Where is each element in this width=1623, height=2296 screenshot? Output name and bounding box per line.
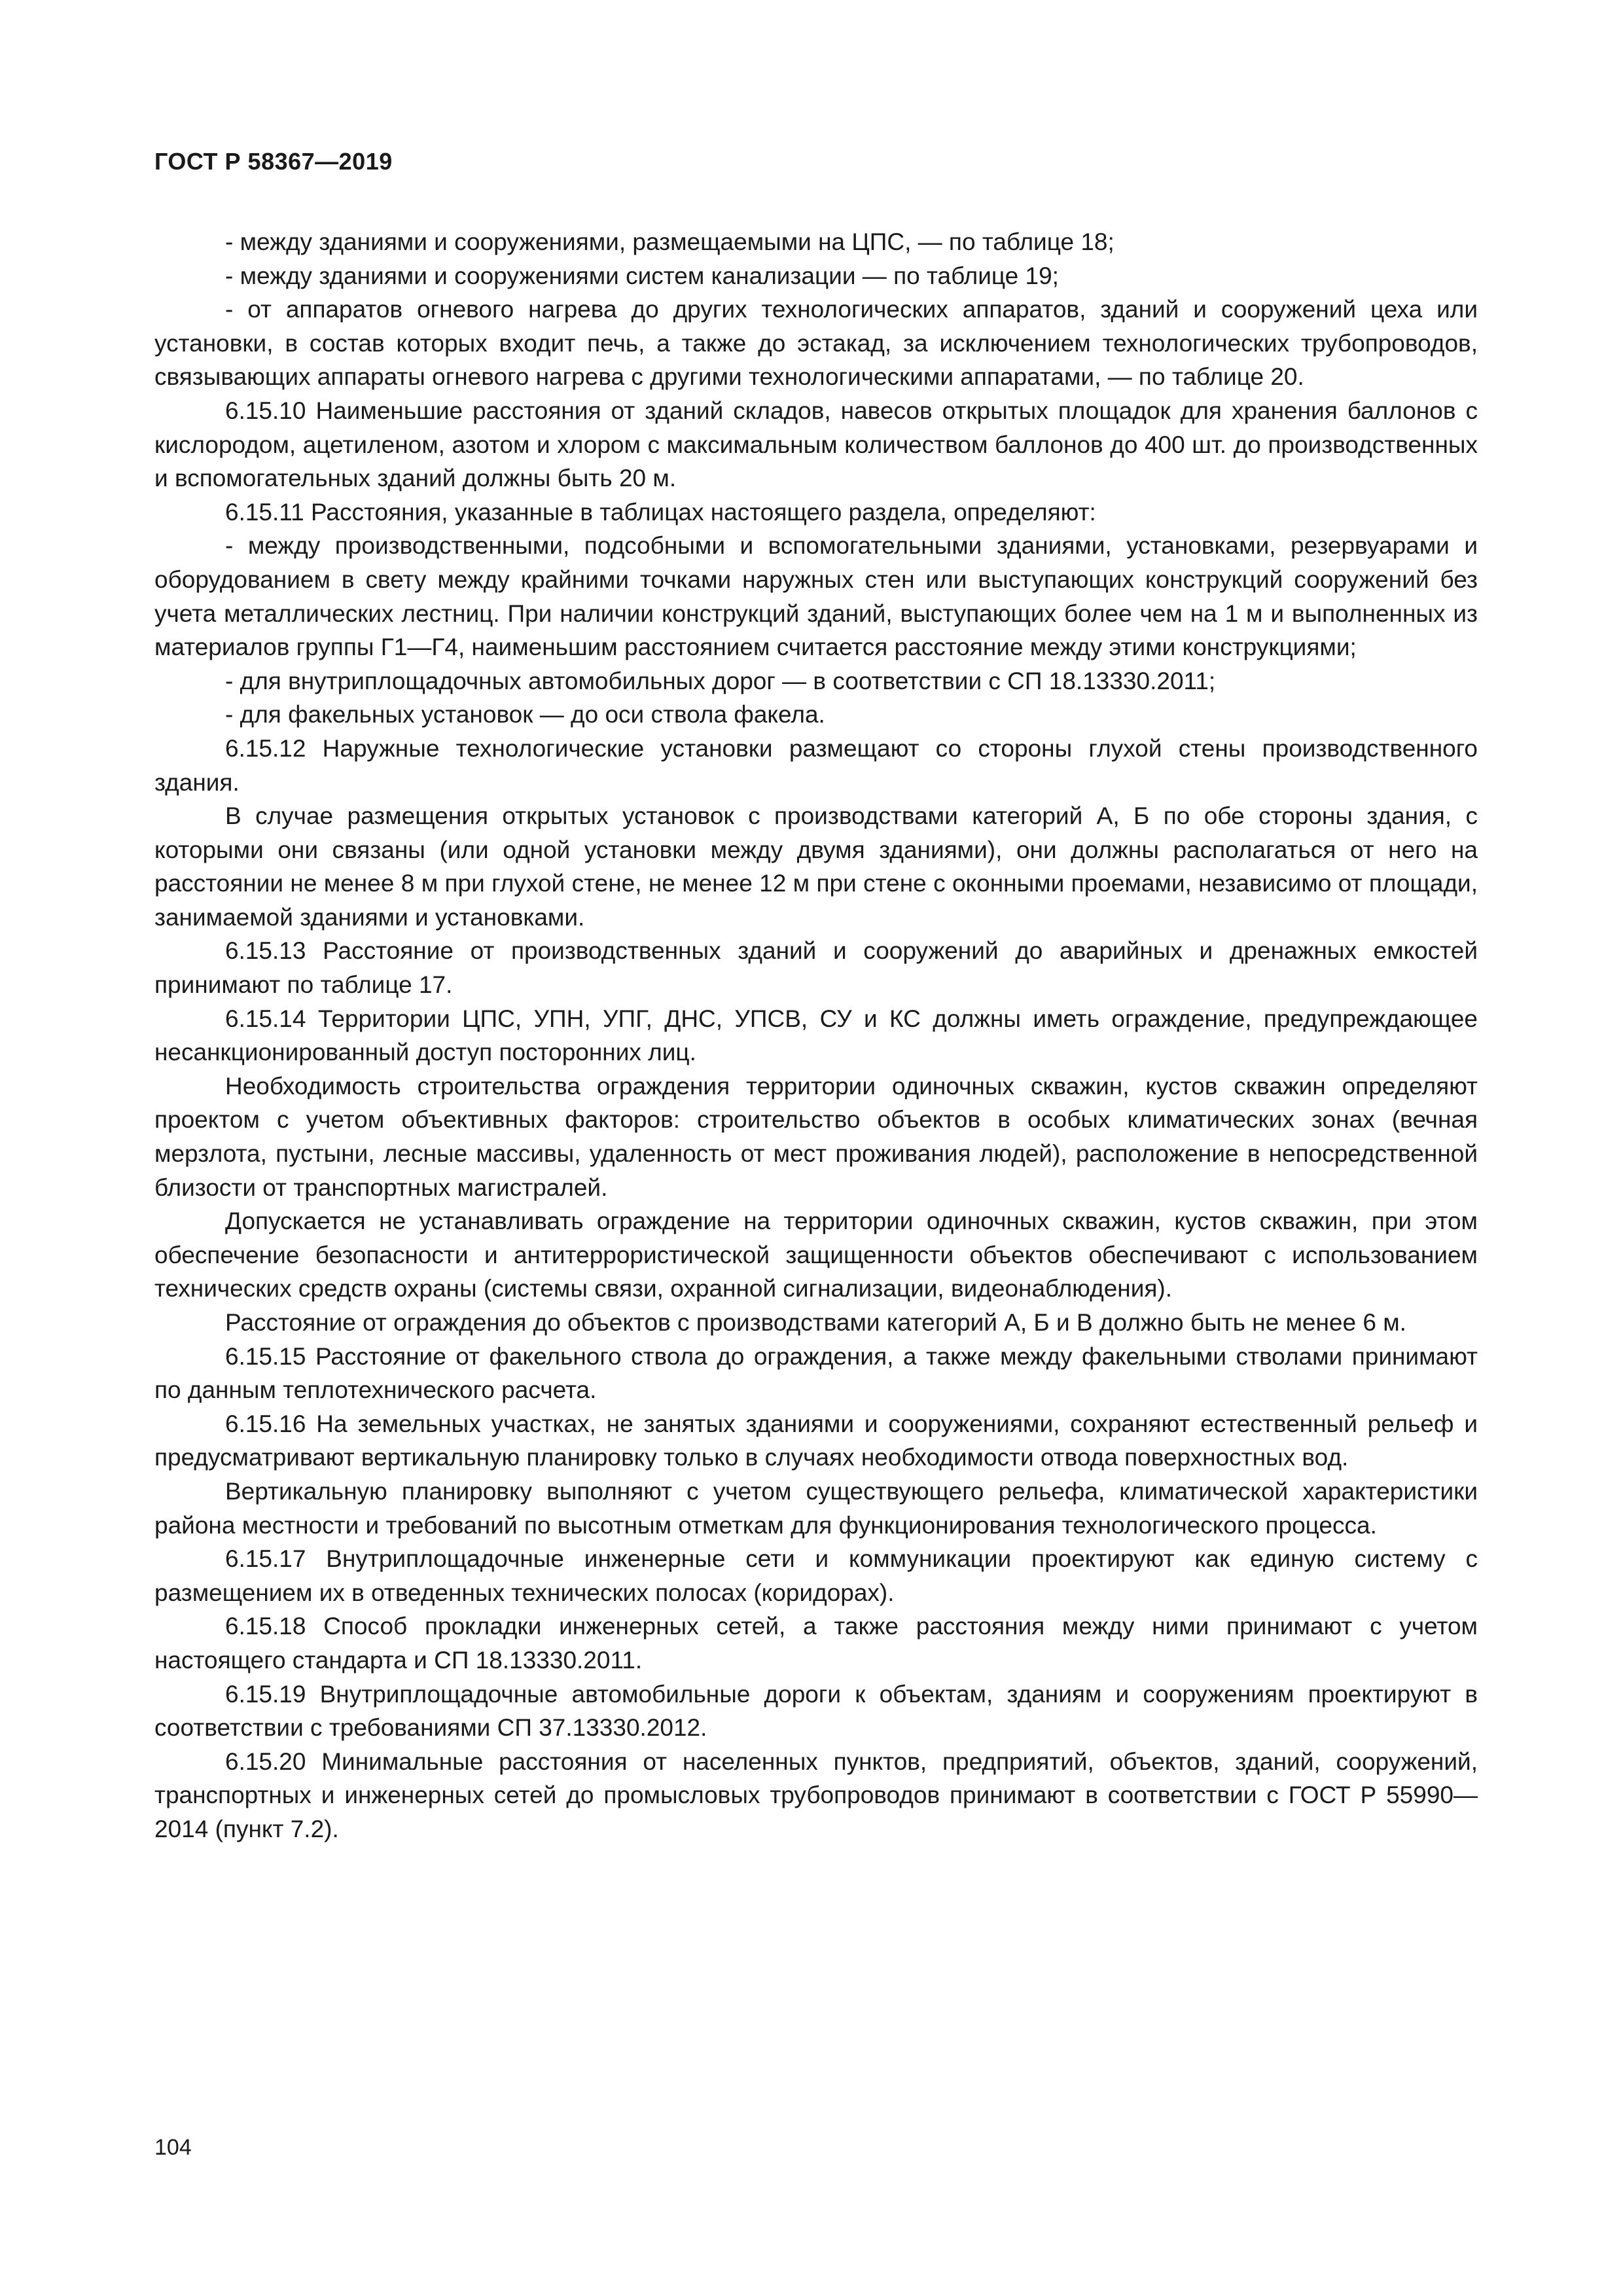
paragraph: 6.15.14 Территории ЦПС, УПН, УПГ, ДНС, УПСВ, СУ и КС должны иметь ограждение, предупреждающее несанкционированный доступ посторонних лиц. <box>154 1005 1478 1066</box>
standard-header: ГОСТ Р 58367—2019 <box>154 148 393 175</box>
paragraph: - для факельных установок — до оси ствола факела. <box>225 701 825 728</box>
paragraph: 6.15.18 Способ прокладки инженерных сетей, а также расстояния между ними принимают с учетом настоящего стандарта и СП 18.13330.2011. <box>154 1613 1478 1674</box>
paragraph: Вертикальную планировку выполняют с учетом существующего рельефа, климатической характеристики района местности и требований по высотным отметкам для функционирования технологического процесса. <box>154 1477 1478 1539</box>
paragraph: 6.15.19 Внутриплощадочные автомобильные дороги к объектам, зданиям и сооружениям проектируют в соответствии с требованиями СП 37.13330.2012. <box>154 1680 1478 1742</box>
paragraph: Допускается не устанавливать ограждение на территории одиночных скважин, кустов скважин, при этом обеспечение безопасности и антитеррористической защищенности объектов обеспечивают с использованием технических средств охраны (системы связи, охранной сигнализации, видеонаблюдения). <box>154 1208 1478 1302</box>
paragraph: В случае размещения открытых установок с производствами категорий А, Б по обе стороны здания, с которыми они связаны (или одной установки между двумя зданиями), они должны располагаться от него на расстоянии не менее 8 м при глухой стене, не менее 12 м при стене с оконными проемами, независимо от площади, занимаемой зданиями и установками. <box>154 802 1478 931</box>
paragraph: 6.15.12 Наружные технологические установки размещают со стороны глухой стены производственного здания. <box>154 734 1478 796</box>
paragraph: 6.15.13 Расстояние от производственных зданий и сооружений до аварийных и дренажных емкостей принимают по таблице 17. <box>154 937 1478 999</box>
paragraph: 6.15.17 Внутриплощадочные инженерные сети и коммуникации проектируют как единую систему с размещением их в отведенных технических полосах (коридорах). <box>154 1545 1478 1606</box>
paragraph: - между зданиями и сооружениями, размещаемыми на ЦПС, — по таблице 18; <box>225 228 1115 255</box>
document-body <box>154 225 1478 1846</box>
paragraph: 6.15.20 Минимальные расстояния от населенных пунктов, предприятий, объектов, зданий, сооружений, транспортных и инженерных сетей до промысловых трубопроводов принимают в соответствии с ГОСТ Р 55990—2014 (пункт 7.2). <box>154 1748 1478 1842</box>
paragraph: - от аппаратов огневого нагрева до других технологических аппаратов, зданий и сооружений цеха или установки, в состав которых входит печь, а также до эстакад, за исключением технологических трубопроводов, связывающих аппараты огневого нагрева с другими технологическими аппаратами, — по таблице 20. <box>154 296 1478 391</box>
page-number: 104 <box>154 2135 192 2160</box>
paragraph: - между зданиями и сооружениями систем канализации — по таблице 19; <box>225 262 1059 289</box>
paragraph: - между производственными, подсобными и вспомогательными зданиями, установками, резервуарами и оборудованием в свету между крайними точками наружных стен или выступающих конструкций сооружений без учета металлических лестниц. При наличии конструкций зданий, выступающих более чем на 1 м и выполненных из материалов группы Г1—Г4, наименьшим расстоянием считается расстояние между этими конструкциями; <box>154 532 1478 661</box>
paragraph: 6.15.15 Расстояние от факельного ствола до ограждения, а также между факельными стволами принимают по данным теплотехнического расчета. <box>154 1342 1478 1404</box>
paragraph: - для внутриплощадочных автомобильных дорог — в соответствии с СП 18.13330.2011; <box>225 667 1216 694</box>
paragraph: Необходимость строительства ограждения территории одиночных скважин, кустов скважин определяют проектом с учетом объективных факторов: строительство объектов в особых климатических зонах (вечная мерзлота, пустыни, лесные массивы, удаленность от мест проживания людей), расположение в непосредственной близости от транспортных магистралей. <box>154 1072 1478 1201</box>
paragraph: Расстояние от ограждения до объектов с производствами категорий А, Б и В должно быть не менее 6 м. <box>225 1309 1406 1336</box>
paragraph: 6.15.11 Расстояния, указанные в таблицах настоящего раздела, определяют: <box>225 498 1096 526</box>
paragraph: 6.15.10 Наименьшие расстояния от зданий складов, навесов открытых площадок для хранения баллонов с кислородом, ацетиленом, азотом и хлором с максимальным количеством баллонов до 400 шт. до производственных и вспомогательных зданий должны быть 20 м. <box>154 397 1478 492</box>
paragraph: 6.15.16 На земельных участках, не занятых зданиями и сооружениями, сохраняют естественный рельеф и предусматривают вертикальную планировку только в случаях необходимости отвода поверхностных вод. <box>154 1410 1478 1471</box>
